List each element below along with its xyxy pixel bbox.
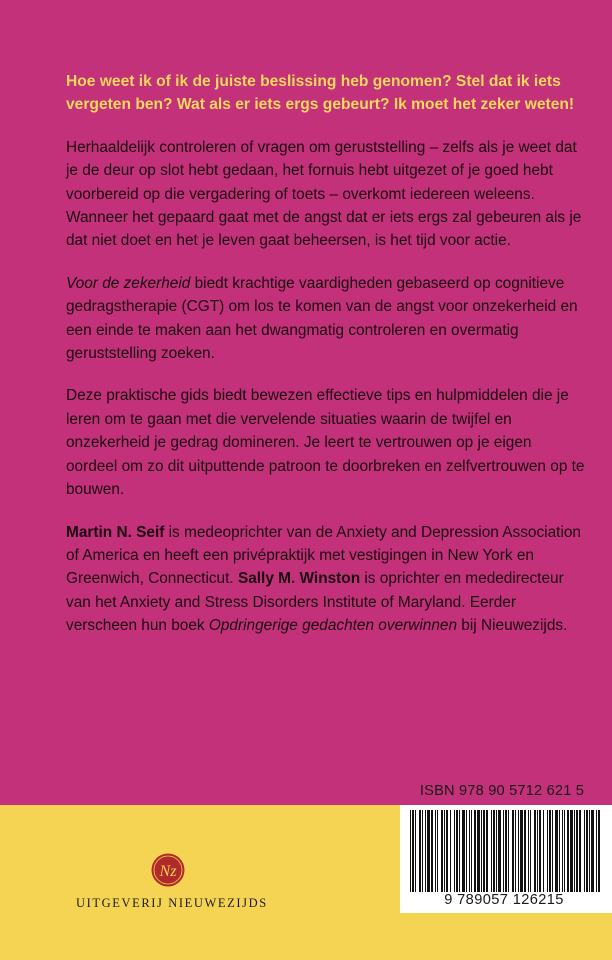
paragraph-2-text: biedt krachtige vaardigheden gebaseerd op cognitieve gedragstherapie (CGT) om los te komen van de angst voor onzekerheid en een einde te maken aan het dwangmatig controleren en overmatig geruststelling zoeken.	[66, 274, 578, 363]
barcode-stripe	[496, 810, 497, 894]
barcode-stripe	[415, 810, 416, 894]
barcode-stripe	[486, 810, 488, 894]
barcode-stripe	[512, 810, 514, 894]
publisher-logo-icon	[150, 852, 186, 888]
author-1-bio: is medeoprichter van de Anxiety and Depression Association of America en heeft een privépraktijk met vestigingen in New York en Greenwich, Connecticut.	[66, 523, 581, 588]
barcode-stripe	[520, 810, 523, 894]
isbn-label: ISBN 978 90 5712 621 5	[419, 783, 585, 799]
barcode-stripe	[508, 810, 509, 894]
barcode-stripe	[474, 810, 476, 894]
barcode-stripe	[547, 810, 548, 894]
barcode-stripe	[431, 810, 433, 894]
barcode-stripe	[530, 810, 531, 894]
barcode-stripe	[543, 810, 544, 894]
barcode-stripe	[459, 810, 460, 894]
blurb-headline: Hoe weet ik of ik de juiste beslissing heb genomen? Stel dat ik iets vergeten ben? Wat als er iets ergs gebeurt? Ik moet het zeker weten!	[66, 73, 575, 114]
barcode-stripe	[555, 810, 558, 894]
barcode-stripe	[584, 810, 585, 894]
barcode-stripe	[524, 810, 526, 894]
barcode-stripe	[596, 810, 597, 894]
barcode-stripe	[518, 810, 519, 894]
author-2-bio: is oprichter en mededirecteur van het Anxiety and Stress Disorders Institute of Maryland. Eerder verscheen hun boek	[66, 570, 564, 635]
barcode-stripe	[471, 810, 472, 894]
barcode-stripe	[477, 810, 480, 894]
author-1-name: Martin N. Seif	[66, 523, 165, 541]
logo-letters: Nz	[159, 863, 177, 880]
barcode-stripe	[427, 810, 430, 894]
barcode-stripe	[549, 810, 551, 894]
barcode-stripe	[562, 810, 563, 894]
barcode-stripe	[481, 810, 482, 894]
barcode-stripe	[437, 810, 438, 894]
publisher-name: UITGEVERIJ NIEUWEZIJDS	[76, 896, 268, 910]
author-bio	[66, 521, 586, 638]
blurb-paragraph-1: Herhaaldelijk controleren of vragen om geruststelling – zelfs als je weet dat je de deur op slot hebt gedaan, het fornuis hebt uitgezet of je goed hebt voorbereid op die vergadering of toets – overkomt iedereen weleens. Wanneer het gepaard gaat met de angst dat er iets ergs zal gebeuren als je dat niet doet en het je leven gaat beheersen, is het tijd voor actie.	[66, 138, 582, 250]
barcode-stripe	[503, 810, 504, 894]
barcode-stripe	[435, 810, 436, 894]
blurb	[66, 70, 586, 657]
barcode-stripe	[444, 810, 445, 894]
barcode-stripe	[528, 810, 529, 894]
barcode-stripe	[505, 810, 507, 894]
barcode-stripe	[591, 810, 594, 894]
barcode-stripe	[491, 810, 492, 894]
barcode-stripe	[576, 810, 578, 894]
barcode-stripe	[537, 810, 538, 894]
barcode-stripe	[410, 810, 411, 894]
barcode-stripe	[559, 810, 560, 894]
barcode-stripe	[539, 810, 541, 894]
barcode-stripe	[450, 810, 451, 894]
blurb-paragraph-2	[66, 272, 586, 366]
barcode-stripe	[598, 810, 600, 894]
barcode-stripe	[498, 810, 501, 894]
barcode-stripe	[574, 810, 575, 894]
barcode-stripe	[564, 810, 565, 894]
barcode-stripe	[493, 810, 495, 894]
barcode-stripe	[579, 810, 581, 894]
barcode-stripe	[454, 810, 455, 894]
barcode-stripe	[412, 810, 414, 894]
barcode-stripe	[515, 810, 516, 894]
barcode-stripe	[589, 810, 590, 894]
blurb-paragraph-3: Deze praktische gids biedt bewezen effectieve tips en hulpmiddelen die je leren om te gaan met die vervelende situaties waarin de twijfel en onzekerheid je gedrag domineren. Je leert te vertrouwen op je eigen oordeel om zo dit uitputtende patroon te doorbreken en zelfvertrouwen op te bouwen.	[66, 387, 585, 499]
bio-end: bij Nieuwezijds.	[457, 617, 568, 635]
barcode-stripe	[425, 810, 426, 894]
barcode-number: 9 789057 126215	[402, 892, 606, 908]
barcode-stripe	[446, 810, 448, 894]
barcode-stripe	[469, 810, 470, 894]
barcode-stripe	[483, 810, 485, 894]
barcode-stripe	[552, 810, 553, 894]
barcode-stripe	[534, 810, 536, 894]
barcode-stripe	[586, 810, 588, 894]
other-book-title: Opdringerige gedachten overwinnen	[208, 617, 458, 635]
barcode-stripe	[570, 810, 573, 894]
barcode-stripe	[456, 810, 458, 894]
barcode-stripe	[567, 810, 569, 894]
barcode-stripe	[462, 810, 465, 894]
book-title: Voor de zekerheid	[66, 274, 191, 292]
barcode-stripe	[441, 810, 443, 894]
barcode-stripe	[466, 810, 467, 894]
barcode-bars	[408, 810, 604, 894]
barcode-stripe	[422, 810, 423, 894]
author-2-name: Sally M. Winston	[237, 570, 361, 588]
barcode-stripe	[419, 810, 421, 894]
